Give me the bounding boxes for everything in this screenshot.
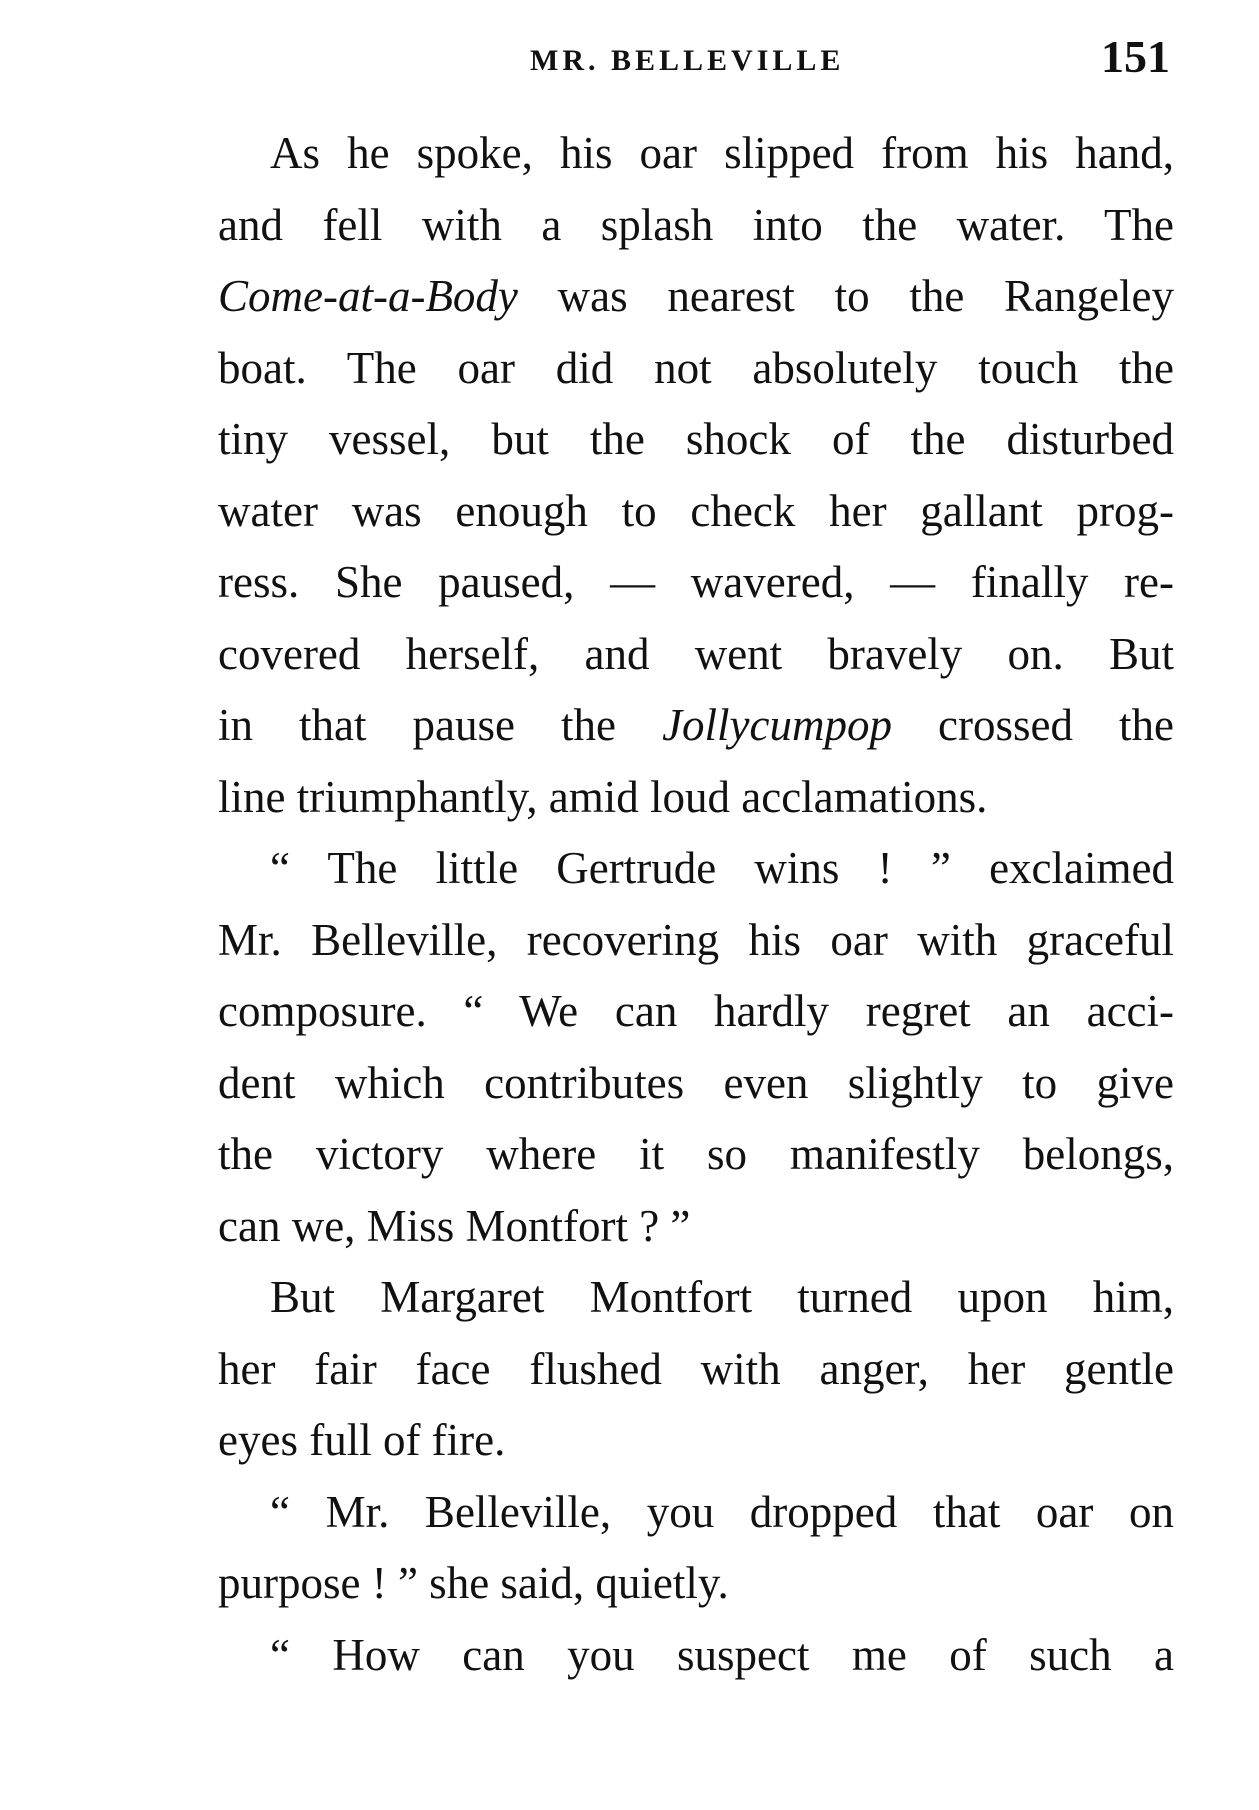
page-header (210, 30, 1170, 90)
page-number: 151 (1101, 31, 1170, 82)
text-line: “ The little Gertrude wins ! ” exclaimed (270, 843, 1174, 893)
text-line: dent which contributes even slightly to give (218, 1057, 1174, 1108)
running-head: MR. BELLEVILLE (530, 44, 845, 77)
text-line: eyes full of fire. (218, 1415, 506, 1465)
body-text (218, 118, 1174, 1691)
text-line: But Margaret Montfort turned upon him, (270, 1272, 1174, 1322)
text-line-segment: was nearest to the Rangeley (517, 271, 1174, 321)
text-line: “ Mr. Belleville, you dropped that oar on (270, 1486, 1174, 1537)
text-line: Mr. Belleville, recovering his oar with graceful (218, 914, 1174, 965)
text-line: and fell with a splash into the water. The (218, 199, 1174, 250)
text-line: line triumphantly, amid loud acclamations. (218, 771, 988, 822)
text-line: purpose ! ” she said, quietly. (218, 1558, 729, 1608)
text-line: boat. The oar did not absolutely touch the (218, 342, 1174, 393)
text-line: tiny vessel, but the shock of the disturbed (218, 414, 1174, 464)
italic-boat-name: Jollycumpop (662, 700, 892, 750)
text-line: “ How can you suspect me of such a (270, 1629, 1174, 1680)
text-line (218, 690, 1174, 762)
text-line (218, 261, 1174, 333)
text-line: can we, Miss Montfort ? ” (218, 1200, 691, 1251)
italic-boat-name: Come-at-a-Body (218, 271, 518, 321)
text-line: covered herself, and went bravely on. But (218, 628, 1174, 679)
text-line: ress. She paused, — wavered, — finally re- (218, 557, 1174, 607)
text-line: water was enough to check her gallant prog- (218, 485, 1174, 536)
text-line: composure. “ We can hardly regret an acci- (218, 986, 1174, 1036)
text-line-segment: crossed the (891, 700, 1174, 750)
text-line: her fair face flushed with anger, her gentle (218, 1343, 1174, 1394)
text-line: the victory where it so manifestly belongs, (218, 1129, 1174, 1179)
text-line-segment: in that pause the (218, 700, 663, 750)
text-line: As he spoke, his oar slipped from his hand, (270, 128, 1174, 178)
